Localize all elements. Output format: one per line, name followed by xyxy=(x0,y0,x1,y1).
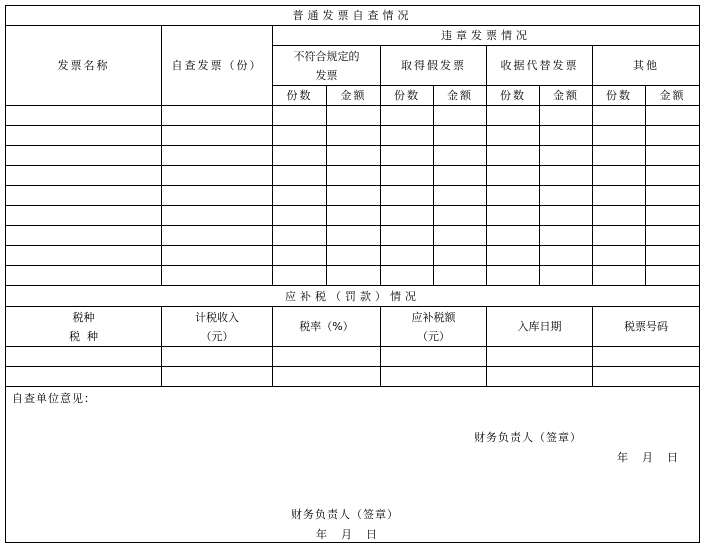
table-cell[interactable] xyxy=(162,166,273,186)
table-cell[interactable] xyxy=(162,347,273,367)
table-cell[interactable] xyxy=(434,246,487,266)
table-cell[interactable] xyxy=(381,126,434,146)
table-cell[interactable] xyxy=(162,146,273,166)
date-line: 年 月 日 xyxy=(617,451,678,464)
col-invoice-name: 发票名称 xyxy=(6,26,162,106)
table-cell[interactable] xyxy=(487,146,540,166)
cat-non-compliant xyxy=(273,46,381,86)
tax-row xyxy=(6,347,700,367)
table-cell[interactable] xyxy=(593,186,646,206)
opinion-label: 自查单位意见： xyxy=(12,392,96,405)
table-cell[interactable] xyxy=(646,246,700,266)
table-cell[interactable] xyxy=(487,206,540,226)
table-cell[interactable] xyxy=(593,266,646,286)
col-tax-due-line1: 应补税额 xyxy=(411,310,456,324)
table-cell[interactable] xyxy=(327,206,381,226)
table-cell[interactable] xyxy=(646,266,700,286)
table-cell[interactable] xyxy=(646,146,700,166)
table-cell[interactable] xyxy=(646,206,700,226)
table-cell[interactable] xyxy=(593,246,646,266)
table-cell[interactable] xyxy=(381,186,434,206)
amount-header: 金额 xyxy=(646,86,700,106)
invoice-row xyxy=(6,186,700,206)
table-cell[interactable] xyxy=(273,367,381,387)
table-cell[interactable] xyxy=(162,226,273,246)
table-cell[interactable] xyxy=(327,166,381,186)
table-cell[interactable] xyxy=(327,106,381,126)
finance-signature: 财务负责人（签章） xyxy=(474,431,582,444)
table-cell[interactable] xyxy=(593,146,646,166)
cat-fake-invoice: 取得假发票 xyxy=(381,46,487,86)
table-cell[interactable] xyxy=(162,367,273,387)
table-cell[interactable] xyxy=(593,226,646,246)
table-cell[interactable] xyxy=(381,246,434,266)
table-cell[interactable] xyxy=(162,246,273,266)
invoice-row xyxy=(6,246,700,266)
col-tax-type xyxy=(6,307,162,347)
table-cell[interactable] xyxy=(646,226,700,246)
table-cell[interactable] xyxy=(381,367,487,387)
table-cell[interactable] xyxy=(487,226,540,246)
table-cell[interactable] xyxy=(273,226,327,246)
table-cell[interactable] xyxy=(487,106,540,126)
table-cell[interactable] xyxy=(6,206,162,226)
amount-header: 金额 xyxy=(434,86,487,106)
table-cell[interactable] xyxy=(646,126,700,146)
col-tax-due xyxy=(381,307,487,347)
self-inspection-form xyxy=(5,5,700,543)
date-line-2: 年 月 日 xyxy=(316,528,377,541)
table-cell[interactable] xyxy=(434,226,487,246)
table-cell[interactable] xyxy=(434,106,487,126)
table-cell[interactable] xyxy=(540,266,593,286)
table-cell[interactable] xyxy=(381,347,487,367)
table-cell[interactable] xyxy=(273,246,327,266)
table-cell[interactable] xyxy=(6,266,162,286)
table-cell[interactable] xyxy=(434,206,487,226)
table-cell[interactable] xyxy=(273,206,327,226)
table-cell[interactable] xyxy=(487,347,593,367)
invoice-row xyxy=(6,206,700,226)
table-cell[interactable] xyxy=(162,106,273,126)
col-tax-due-line2: （元） xyxy=(417,329,450,343)
table-cell[interactable] xyxy=(162,126,273,146)
invoice-row xyxy=(6,166,700,186)
table-cell[interactable] xyxy=(487,166,540,186)
table-cell[interactable] xyxy=(6,347,162,367)
table-cell[interactable] xyxy=(381,266,434,286)
violation-title: 违章发票情况 xyxy=(273,26,700,46)
count-header: 份数 xyxy=(487,86,540,106)
tax-row xyxy=(6,367,700,387)
table-cell[interactable] xyxy=(646,186,700,206)
table-cell[interactable] xyxy=(593,206,646,226)
table-cell[interactable] xyxy=(6,106,162,126)
table-cell[interactable] xyxy=(646,106,700,126)
table-cell[interactable] xyxy=(487,126,540,146)
cat-non-compliant-line2: 发票 xyxy=(315,68,338,82)
table-cell[interactable] xyxy=(273,126,327,146)
col-tax-rate: 税率（%） xyxy=(273,307,381,347)
amount-header: 金额 xyxy=(540,86,593,106)
amount-header: 金额 xyxy=(327,86,381,106)
table-cell[interactable] xyxy=(540,206,593,226)
count-header: 份数 xyxy=(593,86,646,106)
cat-other: 其他 xyxy=(593,46,700,86)
table-cell[interactable] xyxy=(6,186,162,206)
finance-signature-2: 财务负责人（签章） xyxy=(291,508,399,521)
table-cell[interactable] xyxy=(540,146,593,166)
table-cell[interactable] xyxy=(540,186,593,206)
table-cell[interactable] xyxy=(487,246,540,266)
table-cell[interactable] xyxy=(6,126,162,146)
table-cell[interactable] xyxy=(487,367,593,387)
table-cell[interactable] xyxy=(162,266,273,286)
table-cell[interactable] xyxy=(540,246,593,266)
count-header: 份数 xyxy=(381,86,434,106)
table-cell[interactable] xyxy=(381,226,434,246)
invoice-row xyxy=(6,106,700,126)
table-cell[interactable] xyxy=(327,266,381,286)
table-cell[interactable] xyxy=(593,166,646,186)
table-cell[interactable] xyxy=(540,226,593,246)
table-cell[interactable] xyxy=(6,246,162,266)
col-tax-type-line2: 税 种 xyxy=(69,329,98,343)
table-cell[interactable] xyxy=(434,166,487,186)
table-cell[interactable] xyxy=(540,126,593,146)
table-cell[interactable] xyxy=(434,266,487,286)
table-cell[interactable] xyxy=(327,146,381,166)
opinion-section xyxy=(6,387,700,543)
col-taxable-income xyxy=(162,307,273,347)
count-header: 份数 xyxy=(273,86,327,106)
section1-title: 普通发票自查情况 xyxy=(6,6,700,26)
invoice-row xyxy=(6,126,700,146)
table-cell[interactable] xyxy=(327,126,381,146)
table-cell[interactable] xyxy=(273,166,327,186)
table-cell[interactable] xyxy=(273,347,381,367)
table-cell[interactable] xyxy=(434,146,487,166)
table-cell[interactable] xyxy=(593,126,646,146)
invoice-row xyxy=(6,146,700,166)
col-tax-type-line1: 税种 xyxy=(72,310,95,324)
table-cell[interactable] xyxy=(487,266,540,286)
col-self-check: 自查发票（份） xyxy=(162,26,273,106)
table-cell[interactable] xyxy=(487,186,540,206)
table-cell[interactable] xyxy=(434,126,487,146)
cat-receipt-instead: 收据代替发票 xyxy=(487,46,593,86)
table-cell[interactable] xyxy=(327,226,381,246)
form-table xyxy=(5,5,700,543)
table-cell[interactable] xyxy=(273,186,327,206)
table-cell[interactable] xyxy=(540,166,593,186)
table-cell[interactable] xyxy=(327,246,381,266)
cat-non-compliant-line1: 不符合规定的 xyxy=(293,49,360,63)
table-cell[interactable] xyxy=(162,186,273,206)
invoice-row xyxy=(6,266,700,286)
table-cell[interactable] xyxy=(273,146,327,166)
table-cell[interactable] xyxy=(6,226,162,246)
table-cell[interactable] xyxy=(381,166,434,186)
invoice-row xyxy=(6,226,700,246)
table-cell[interactable] xyxy=(162,206,273,226)
table-cell[interactable] xyxy=(6,146,162,166)
table-cell[interactable] xyxy=(646,166,700,186)
col-taxable-income-line1: 计税收入 xyxy=(195,310,239,324)
col-storage-date: 入库日期 xyxy=(487,307,593,347)
table-cell[interactable] xyxy=(593,367,700,387)
table-cell[interactable] xyxy=(273,106,327,126)
table-cell[interactable] xyxy=(593,347,700,367)
col-ticket-number: 税票号码 xyxy=(593,307,700,347)
table-cell[interactable] xyxy=(327,186,381,206)
table-cell[interactable] xyxy=(6,166,162,186)
table-cell[interactable] xyxy=(434,186,487,206)
table-cell[interactable] xyxy=(6,367,162,387)
table-cell[interactable] xyxy=(593,106,646,126)
col-taxable-income-line2: （元） xyxy=(200,329,234,343)
table-cell[interactable] xyxy=(381,206,434,226)
table-cell[interactable] xyxy=(381,146,434,166)
section2-title: 应补税（罚款）情况 xyxy=(6,286,700,307)
table-cell[interactable] xyxy=(273,266,327,286)
table-cell[interactable] xyxy=(381,106,434,126)
table-cell[interactable] xyxy=(540,106,593,126)
